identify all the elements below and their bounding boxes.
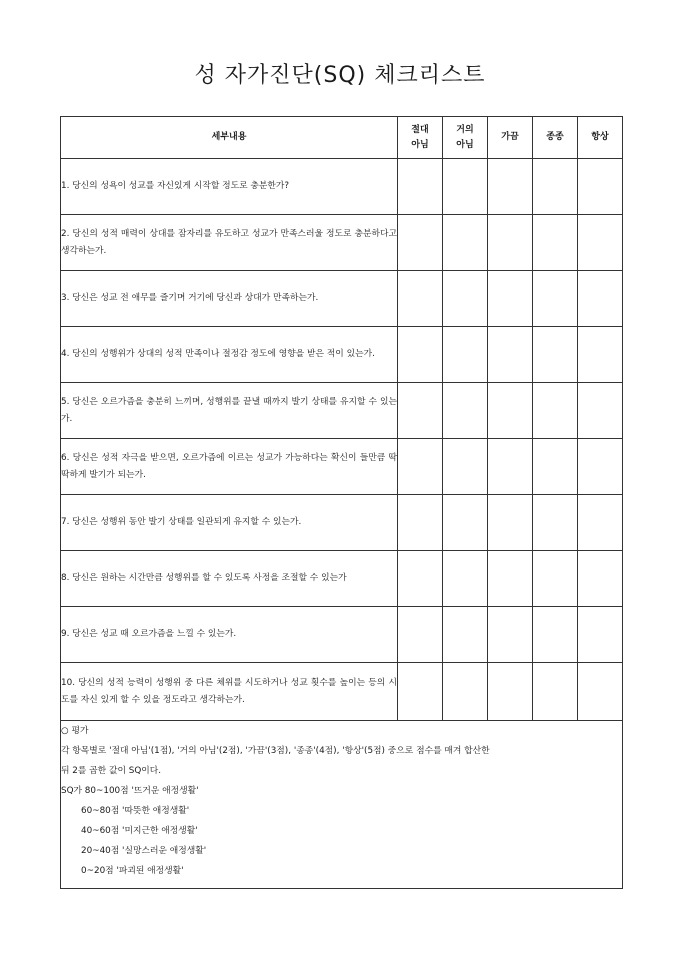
table-row [61,495,623,551]
item-text: 2. 당신의 성적 매력이 상대를 잠자리를 유도하고 성교가 만족스러울 정도로 충분하다고 생각하는가. [61,215,398,271]
score-range: 60~80점 '따뜻한 애정생활' [81,806,190,816]
answer-cell[interactable] [443,439,488,495]
answer-cell[interactable] [578,551,623,607]
score-range: 20~40점 '실망스러운 애정생활' [81,846,207,856]
answer-cell[interactable] [398,383,443,439]
item-text: 10. 당신의 성적 능력이 성행위 중 다른 체위를 시도하거나 성교 횟수를 높이는 등의 시도를 자신 있게 할 수 있을 정도라고 생각하는가. [61,663,398,721]
header-rarely [443,117,488,159]
item-text: 1. 당신의 성욕이 성교를 자신있게 시작할 정도로 충분한가? [61,159,398,215]
table-row [61,215,623,271]
answer-cell[interactable] [488,663,533,721]
answer-cell[interactable] [398,327,443,383]
answer-cell[interactable] [578,439,623,495]
evaluation-row [61,721,623,889]
answer-cell[interactable] [443,495,488,551]
answer-cell[interactable] [488,383,533,439]
answer-cell[interactable] [398,495,443,551]
answer-cell[interactable] [578,607,623,663]
item-text: 9. 당신은 성교 때 오르가즘을 느낄 수 있는가. [61,607,398,663]
header-never-line1: 절대 [411,124,429,135]
answer-cell[interactable] [398,271,443,327]
answer-cell[interactable] [533,159,578,215]
answer-cell[interactable] [578,327,623,383]
answer-cell[interactable] [443,327,488,383]
table-row [61,383,623,439]
answer-cell[interactable] [443,271,488,327]
answer-cell[interactable] [578,215,623,271]
answer-cell[interactable] [398,607,443,663]
answer-cell[interactable] [398,159,443,215]
evaluation-section [61,721,623,889]
header-rarely-line1: 거의 [456,124,474,135]
table-row [61,551,623,607]
item-text: 6. 당신은 성적 자극을 받으면, 오르가즘에 이르는 성교가 가능하다는 확신이 들만큼 딱딱하게 발기가 되는가. [61,439,398,495]
header-row [61,117,623,159]
answer-cell[interactable] [533,327,578,383]
item-text: 5. 당신은 오르가즘을 충분히 느끼며, 성행위를 끝낼 때까지 발기 상태를 유지할 수 있는가. [61,383,398,439]
answer-cell[interactable] [488,551,533,607]
table-row [61,159,623,215]
table-row [61,607,623,663]
header-sometimes: 가끔 [488,117,533,159]
answer-cell[interactable] [488,159,533,215]
score-range: 0~20점 '파괴된 애정생활' [81,866,184,876]
answer-cell[interactable] [443,551,488,607]
answer-cell[interactable] [578,159,623,215]
answer-cell[interactable] [443,383,488,439]
evaluation-heading: ○ 평가 [61,726,89,736]
answer-cell[interactable] [398,215,443,271]
item-text: 7. 당신은 성행위 동안 발기 상태를 일관되게 유지할 수 있는가. [61,495,398,551]
answer-cell[interactable] [488,215,533,271]
answer-cell[interactable] [578,383,623,439]
answer-cell[interactable] [533,495,578,551]
evaluation-description: 뒤 2를 곱한 값이 SQ이다. [61,766,162,776]
answer-cell[interactable] [578,663,623,721]
table-row [61,439,623,495]
answer-cell[interactable] [533,383,578,439]
answer-cell[interactable] [488,271,533,327]
answer-cell[interactable] [443,663,488,721]
header-never [398,117,443,159]
table-row [61,663,623,721]
answer-cell[interactable] [533,663,578,721]
item-text: 8. 당신은 원하는 시간만큼 성행위를 할 수 있도록 사정을 조절할 수 있는가 [61,551,398,607]
answer-cell[interactable] [443,215,488,271]
table-row [61,271,623,327]
answer-cell[interactable] [578,271,623,327]
header-often: 종종 [533,117,578,159]
checklist-table [60,116,623,889]
page-title: 성 자가진단(SQ) 체크리스트 [194,63,486,88]
answer-cell[interactable] [488,327,533,383]
answer-cell[interactable] [533,215,578,271]
answer-cell[interactable] [398,439,443,495]
header-rarely-line2: 아님 [456,139,474,150]
header-never-line2: 아님 [411,139,429,150]
answer-cell[interactable] [488,495,533,551]
score-range: 40~60점 '미지근한 애정생활' [81,826,198,836]
item-text: 3. 당신은 성교 전 애무를 즐기며 거기에 당신과 상대가 만족하는가. [61,271,398,327]
answer-cell[interactable] [398,663,443,721]
answer-cell[interactable] [578,495,623,551]
answer-cell[interactable] [488,439,533,495]
table-row [61,327,623,383]
answer-cell[interactable] [533,607,578,663]
answer-cell[interactable] [398,551,443,607]
answer-cell[interactable] [533,551,578,607]
answer-cell[interactable] [443,607,488,663]
answer-cell[interactable] [443,159,488,215]
answer-cell[interactable] [533,439,578,495]
item-text: 4. 당신의 성행위가 상대의 성적 만족이나 절정감 정도에 영향을 받은 적이 있는가. [61,327,398,383]
evaluation-description: 각 항목별로 '절대 아님'(1점), '거의 아님'(2점), '가끔'(3점), '종종'(4점), '항상'(5점) 중으로 점수를 매겨 합산한 [61,746,490,756]
header-content: 세부내용 [61,117,398,159]
answer-cell[interactable] [488,607,533,663]
header-always: 항상 [578,117,623,159]
score-range: SQ가 80~100점 '뜨거운 애정생활' [61,786,199,796]
answer-cell[interactable] [533,271,578,327]
